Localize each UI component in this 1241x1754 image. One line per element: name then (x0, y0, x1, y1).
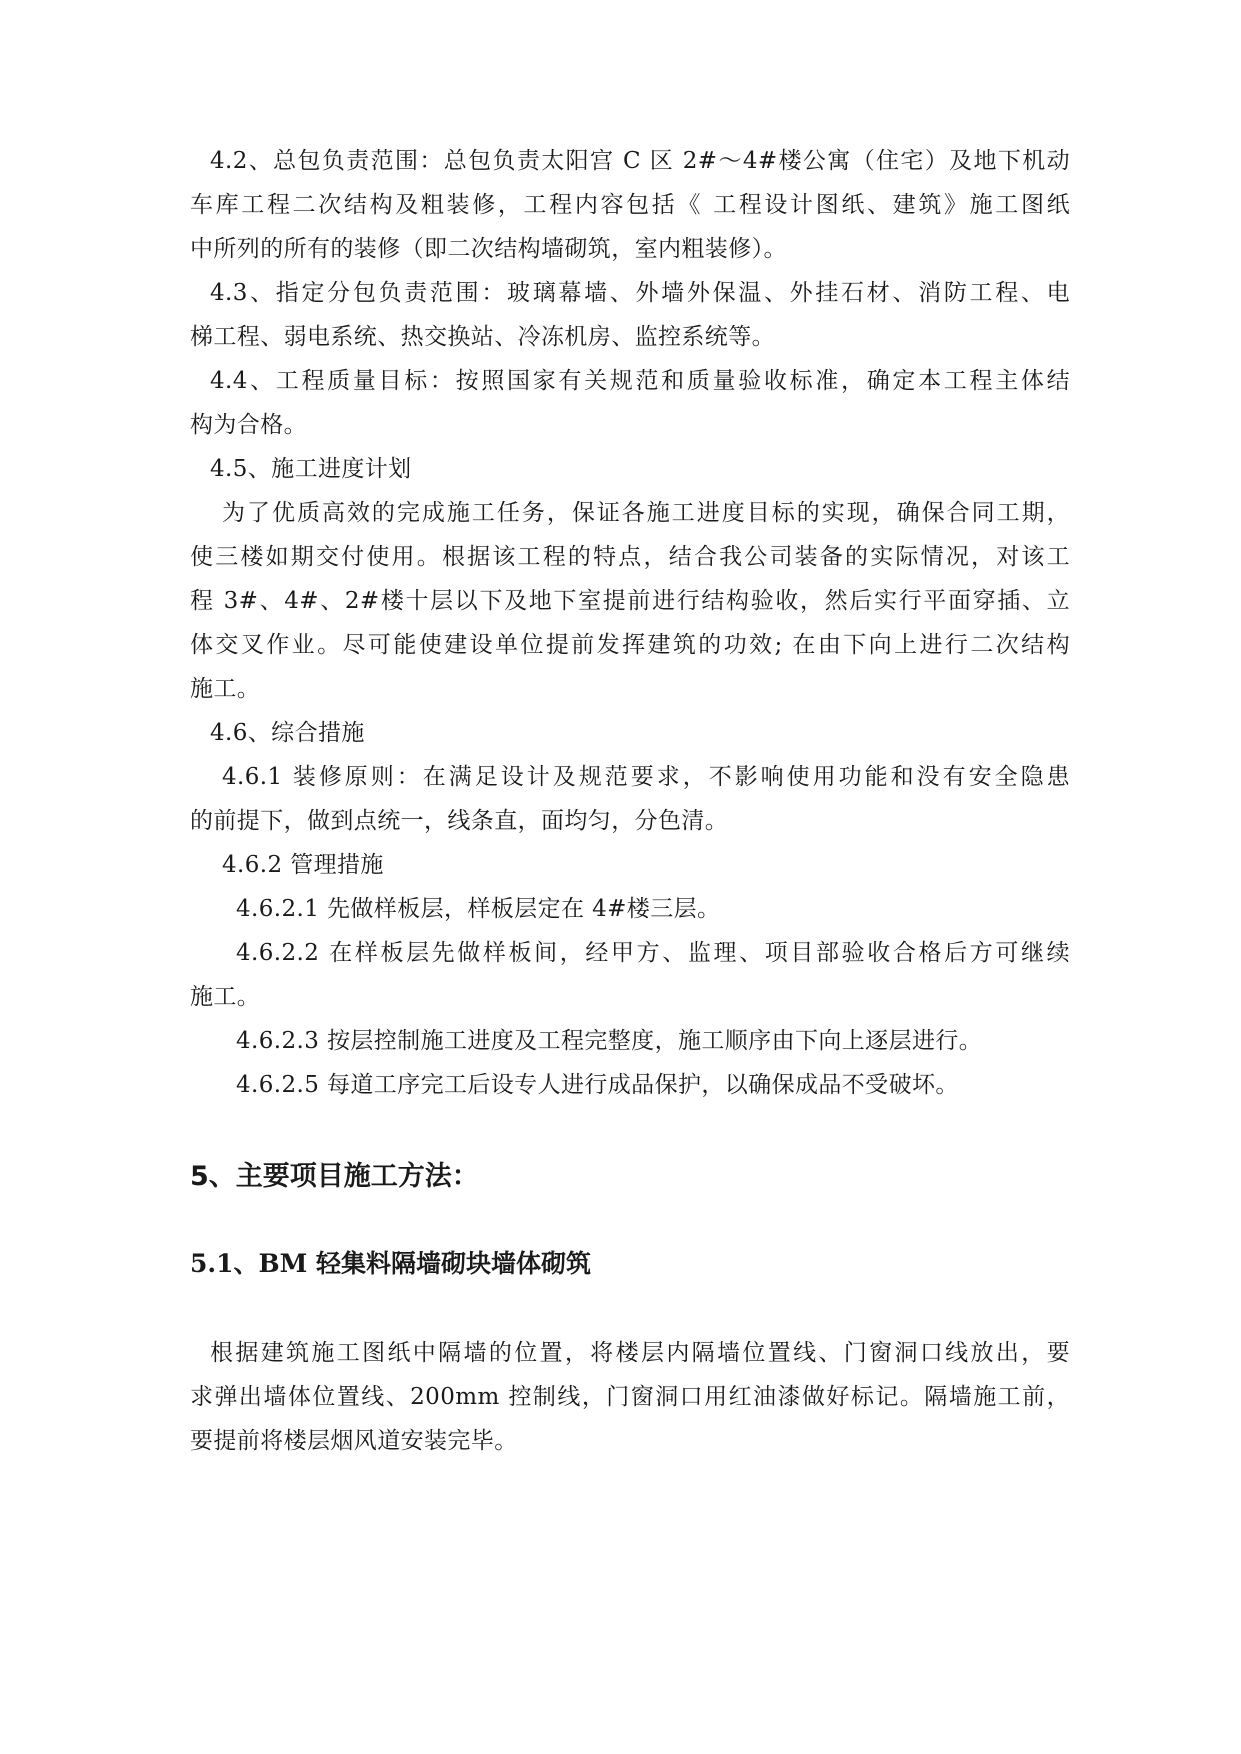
text-line-4-4b: 构为合格。 (190, 412, 307, 438)
text-line-4-6-1b: 的前提下，做到点统一，线条直，面均匀，分色清。 (190, 808, 729, 834)
text-line-4-6: 4.6、综合措施 (210, 720, 365, 746)
text-line-4-3a: 4.3、指定分包负责范围：玻璃幕墙、外墙外保温、外挂石材、消防工程、电 (210, 280, 1070, 306)
text-line-4-5: 4.5、施工进度计划 (210, 456, 412, 482)
text-line-4-2b: 车库工程二次结构及粗装修，工程内容包括《 工程设计图纸、建筑》施工图纸 (190, 192, 1070, 218)
section-heading-5: 5、主要项目施工方法： (190, 1161, 479, 1192)
text-line-4-6-2-2b: 施工。 (190, 984, 261, 1010)
section-heading-5-1: 5.1、BM 轻集料隔墙砌块墙体砌筑 (190, 1249, 592, 1278)
text-line-para-d: 体交叉作业。尽可能使建设单位提前发挥建筑的功效; 在由下向上进行二次结构 (190, 632, 1070, 658)
text-line-para-b: 使三楼如期交付使用。根据该工程的特点，结合我公司装备的实际情况，对该工 (190, 544, 1070, 570)
text-line-4-6-2-5: 4.6.2.5 每道工序完工后设专人进行成品保护，以确保成品不受破坏。 (236, 1072, 959, 1098)
text-line-4-2a: 4.2、总包负责范围：总包负责太阳宫 C 区 2#～4#楼公寓（住宅）及地下机动 (210, 148, 1070, 174)
text-line-para-a: 为了优质高效的完成施工任务，保证各施工进度目标的实现，确保合同工期， (222, 500, 1070, 526)
text-line-5-1c: 要提前将楼层烟风道安装完毕。 (190, 1428, 518, 1454)
text-line-para-e: 施工。 (190, 676, 261, 702)
text-line-4-2c: 中所列的所有的装修（即二次结构墙砌筑，室内粗装修）。 (190, 236, 787, 262)
text-line-4-4a: 4.4、工程质量目标：按照国家有关规范和质量验收标准，确定本工程主体结 (210, 368, 1070, 394)
text-line-4-6-2-2a: 4.6.2.2 在样板层先做样板间，经甲方、监理、项目部验收合格后方可继续 (236, 940, 1070, 966)
text-line-4-6-2-3: 4.6.2.3 按层控制施工进度及工程完整度，施工顺序由下向上逐层进行。 (236, 1028, 983, 1054)
text-line-5-1b: 求弹出墙体位置线、200mm 控制线，门窗洞口用红油漆做好标记。隔墙施工前， (190, 1384, 1070, 1410)
text-line-para-c: 程 3#、4#、2#楼十层以下及地下室提前进行结构验收，然后实行平面穿插、立 (190, 588, 1070, 614)
text-line-4-6-2-1: 4.6.2.1 先做样板层，样板层定在 4#楼三层。 (236, 896, 721, 922)
text-line-5-1a: 根据建筑施工图纸中隔墙的位置，将楼层内隔墙位置线、门窗洞口线放出，要 (210, 1340, 1070, 1366)
text-line-4-6-1a: 4.6.1 装修原则：在满足设计及规范要求，不影响使用功能和没有安全隐患 (222, 764, 1070, 790)
text-line-4-6-2: 4.6.2 管理措施 (222, 852, 384, 878)
text-line-4-3b: 梯工程、弱电系统、热交换站、冷冻机房、监控系统等。 (190, 324, 775, 350)
